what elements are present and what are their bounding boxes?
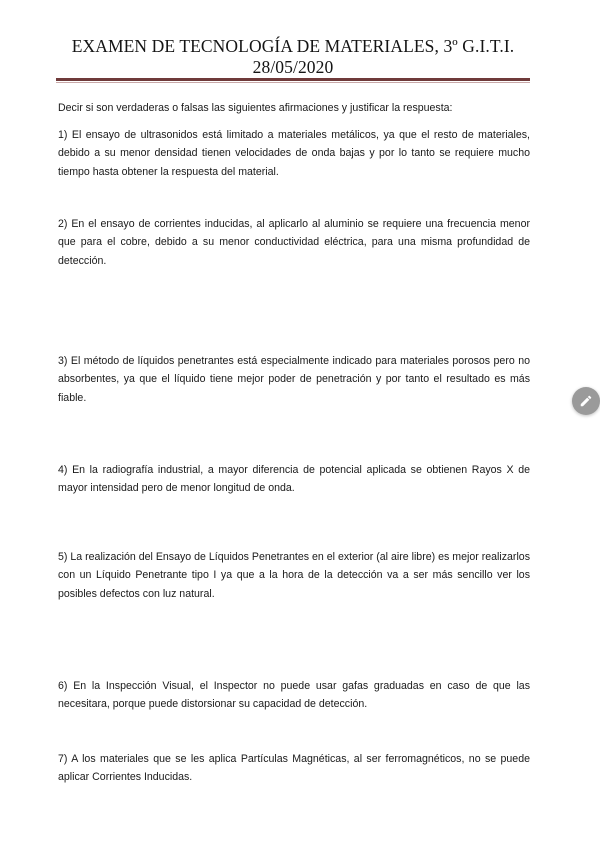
edit-button[interactable] (572, 387, 600, 415)
header-divider-thin (56, 82, 530, 83)
header-divider (56, 78, 530, 81)
question-7: 7) A los materiales que se les aplica Partículas Magnéticas, al ser ferromagnéticos, no se puede aplicar Corrientes Inducidas. (58, 753, 530, 784)
question-3: 3) El método de líquidos penetrantes está especialmente indicado para materiales porosos pero no absorbentes, ya que el líquido tiene mejor poder de penetración y por tanto el resultado es más fiable. (58, 355, 530, 404)
pencil-icon (579, 394, 593, 408)
exam-title: EXAMEN DE TECNOLOGÍA DE MATERIALES, 3º G.I.T.I. (71, 36, 515, 56)
exam-header (56, 36, 530, 78)
instructions: Decir si son verdaderas o falsas las siguientes afirmaciones y justificar la respuesta: (58, 102, 453, 114)
question-4: 4) En la radiografía industrial, a mayor diferencia de potencial aplicada se obtienen Rayos X de mayor intensidad pero de menor longitud de onda. (58, 464, 530, 495)
question-6: 6) En la Inspección Visual, el Inspector no puede usar gafas graduadas en caso de que las necesitara, porque puede distorsionar su capacidad de detección. (58, 680, 530, 711)
question-1: 1) El ensayo de ultrasonidos está limitado a materiales metálicos, ya que el resto de materiales, debido a su menor densidad tienen velocidades de onda bajas y por lo tanto se requiere mucho tiempo hasta obtener la respuesta del material. (58, 129, 530, 178)
question-2: 2) En el ensayo de corrientes inducidas, al aplicarlo al aluminio se requiere una frecuencia menor que para el cobre, debido a su menor conductividad eléctrica, para una misma profundidad de detección. (58, 218, 530, 267)
question-5: 5) La realización del Ensayo de Líquidos Penetrantes en el exterior (al aire libre) es mejor realizarlos con un Líquido Penetrante tipo I ya que a la hora de la detección va a ser más sencillo ver los posibles defectos con luz natural. (58, 551, 530, 600)
exam-date: 28/05/2020 (252, 57, 334, 77)
